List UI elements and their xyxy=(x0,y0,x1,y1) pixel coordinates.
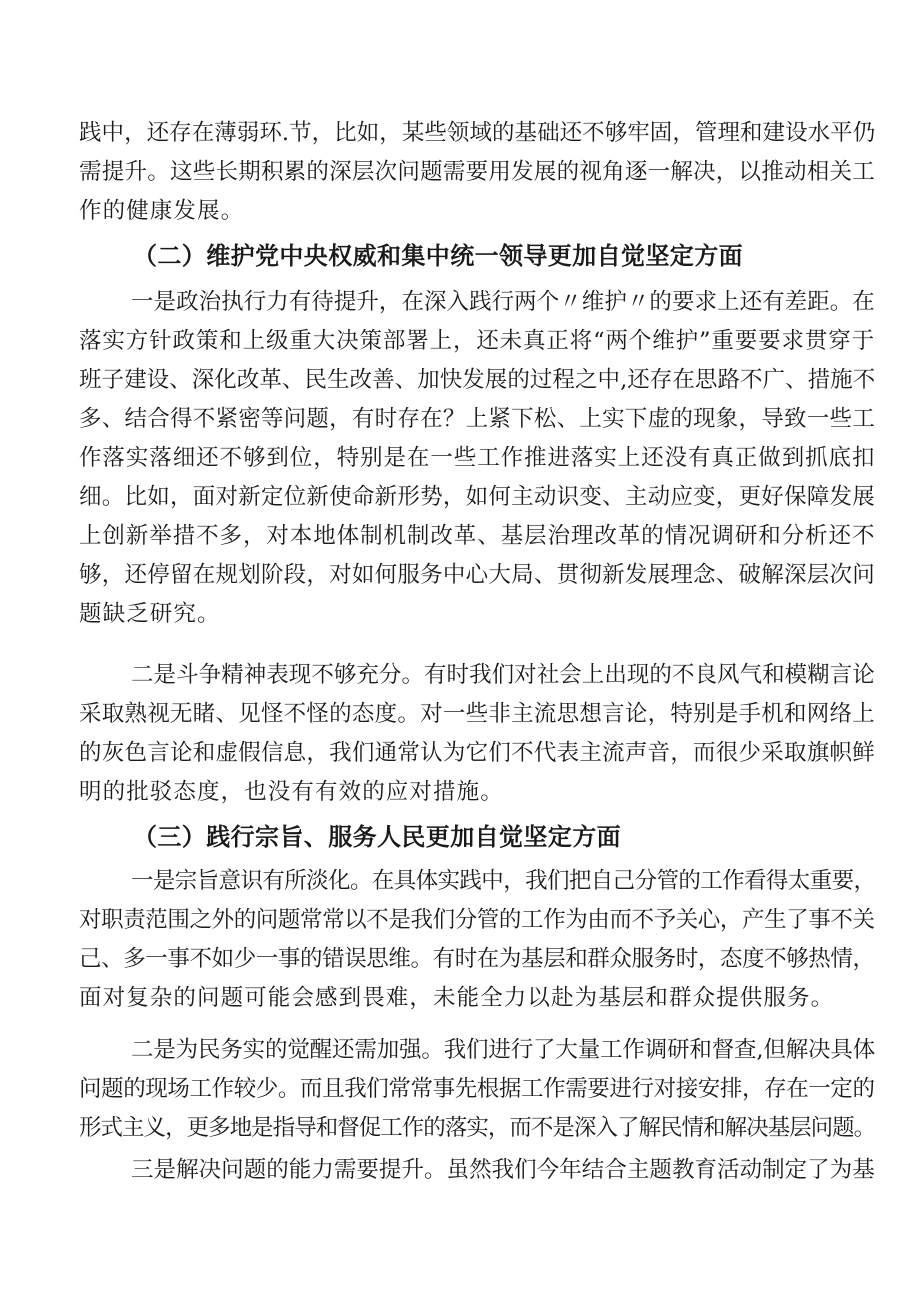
text-line: 上创新举措不多，对本地体制机制改革、基层治理改革的情况调研和分析还不 xyxy=(79,523,876,549)
text-line: 面对复杂的问题可能会感到畏难，未能全力以赴为基层和群众提供服务。 xyxy=(79,985,835,1011)
text-line: 作的健康发展。 xyxy=(79,198,245,224)
text-line: 的灰色言论和虚假信息，我们通常认为它们不代表主流声音，而很少采取旗帜鲜 xyxy=(79,740,876,766)
text-line: 题缺乏研究。 xyxy=(79,601,221,627)
section-heading-2: （二）维护党中央权威和集中统一领导更加自觉坚定方面 xyxy=(133,242,743,270)
text-line: 够，还停留在规划阶段，对如何服务中心大局、贯彻新发展理念、破解深层次问 xyxy=(79,562,876,588)
text-line: 一是宗旨意识有所淡化。在具体实践中，我们把自己分管的工作看得太重要， xyxy=(131,868,876,894)
text-line: 作落实落细还不够到位，特别是在一些工作推进落实上还没有真正做到抓底扣 xyxy=(79,445,876,471)
text-line: 三是解决问题的能力需要提升。虽然我们今年结合主题教育活动制定了为基 xyxy=(131,1157,875,1183)
text-line: 对职责范围之外的问题常常以不是我们分管的工作为由而不予关心，产生了事不关 xyxy=(79,907,875,933)
text-line: 需提升。这些长期积累的深层次问题需要用发展的视角逐一解决，以推动相关工 xyxy=(79,159,876,185)
text-line: 采取熟视无睹、见怪不怪的态度。对一些非主流思想言论，特别是手机和网络上 xyxy=(79,701,876,727)
section-heading-3: （三）践行宗旨、服务人民更加自觉坚定方面 xyxy=(133,823,621,851)
text-line: 多、结合得不紧密等问题，有时存在？上紧下松、上实下虚的现象，导致一些工 xyxy=(79,406,876,432)
text-line: 形式主义，更多地是指导和督促工作的落实，而不是深入了解民情和解决基层问题。 xyxy=(79,1115,876,1141)
text-line: 明的批驳态度，也没有有效的应对措施。 xyxy=(79,779,504,805)
text-line: 践中，还存在薄弱环.节，比如，某些领域的基础还不够牢固，管理和建设水平仍 xyxy=(79,120,876,146)
text-line: 问题的现场工作较少。而且我们常常事先根据工作需要进行对接安排，存在一定的 xyxy=(79,1076,875,1102)
text-line: 二是斗争精神表现不够充分。有时我们对社会上出现的不良风气和模糊言论 xyxy=(131,662,875,688)
text-line: 二是为民务实的觉醒还需加强。我们进行了大量工作调研和督查,但解决具体 xyxy=(131,1037,876,1063)
text-line: 己、多一事不如少一事的错误思维。有时在为基层和群众服务时，态度不够热情， xyxy=(79,946,875,972)
text-line: 细。比如，面对新定位新使命新形势，如何主动识变、主动应变，更好保障发展 xyxy=(79,484,876,510)
text-line: 落实方针政策和上级重大决策部署上，还未真正将“两个维护”重要要求贯穿于 xyxy=(79,328,876,354)
text-line: 班子建设、深化改革、民生改善、加快发展的过程之中,还存在思路不广、措施不 xyxy=(79,367,876,393)
text-line: 一是政治执行力有待提升，在深入践行两个〃维护〃的要求上还有差距。在 xyxy=(131,289,875,315)
